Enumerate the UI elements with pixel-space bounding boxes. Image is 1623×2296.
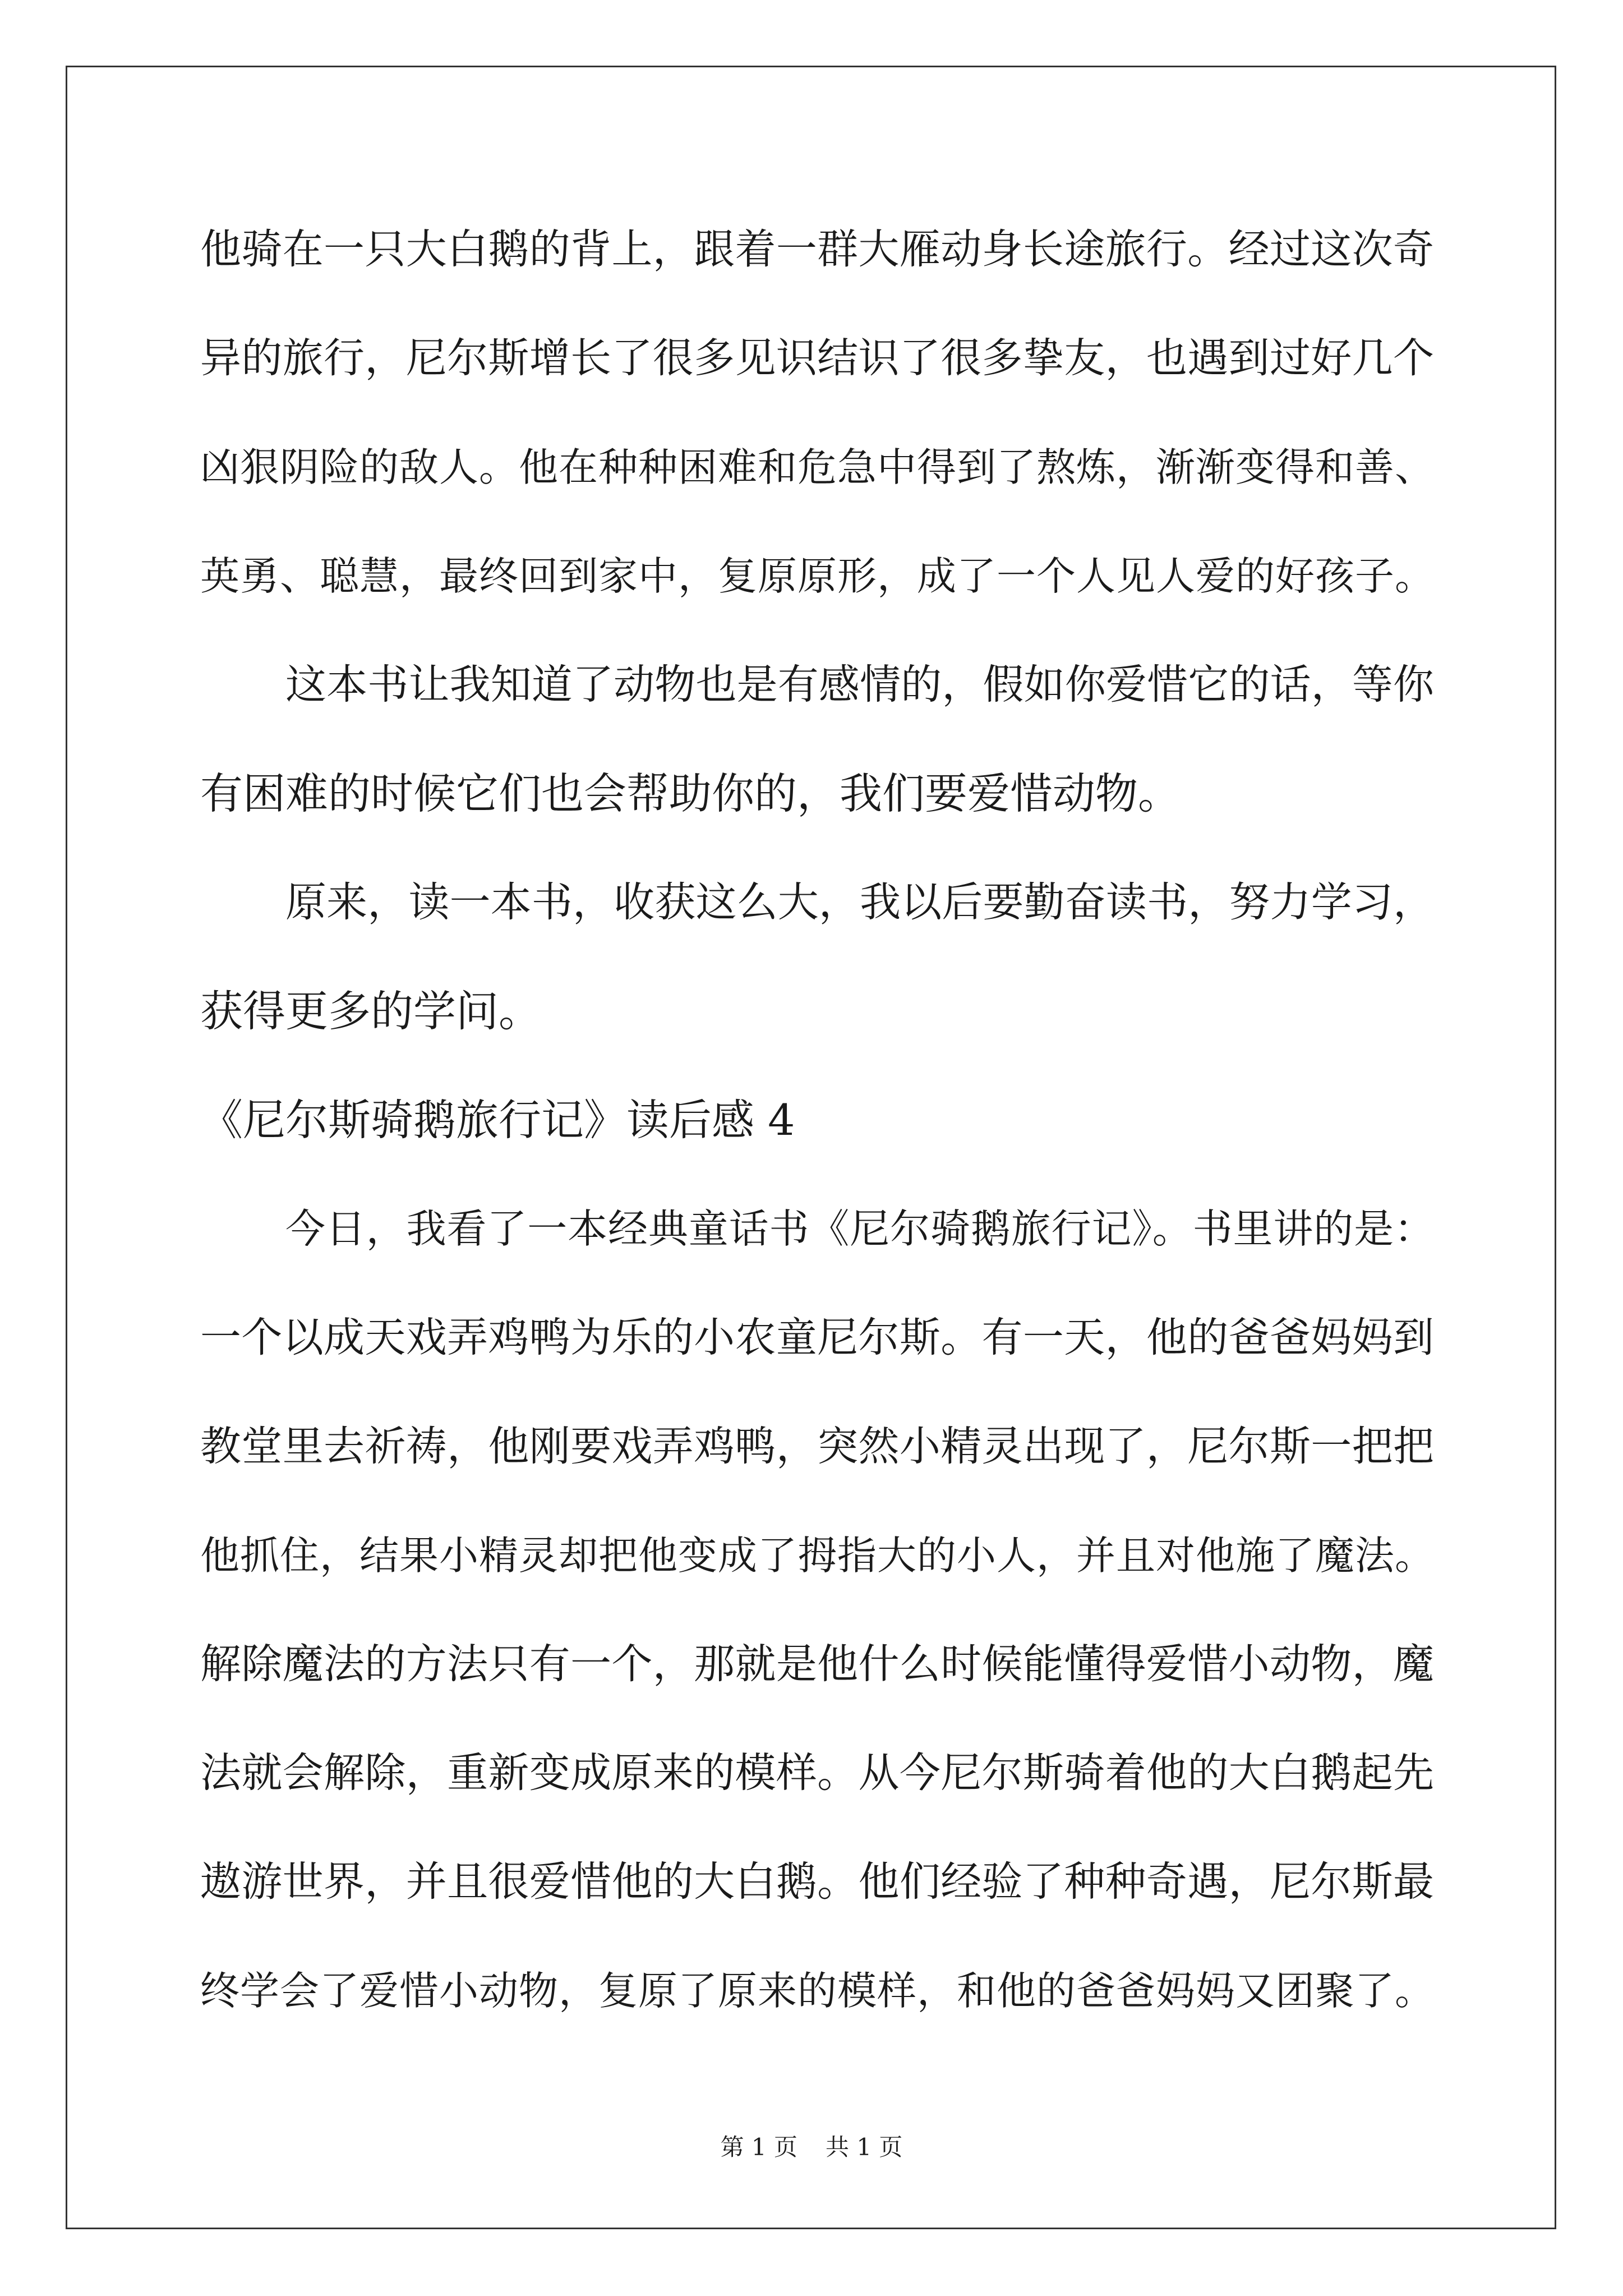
text-line: 他骑在一只大白鹅的背上，跟着一群大雁动身长途旅行。经过这次奇 [200, 226, 1434, 273]
text-line: 有困难的时候它们也会帮助你的，我们要爱惜动物。 [200, 769, 1181, 818]
text-line: 他抓住，结果小精灵却把他变成了拇指大的小人，并且对他施了魔法。 [200, 1533, 1434, 1579]
text-line: 这本书让我知道了动物也是有感情的，假如你爱惜它的话，等你 [285, 661, 1434, 708]
text-line: 一个以成天戏弄鸡鸭为乐的小农童尼尔斯。有一天，他的爸爸妈妈到 [200, 1314, 1434, 1361]
text-line: 获得更多的学问。 [200, 986, 541, 1036]
text-line: 解除魔法的方法只有一个，那就是他什么时候能懂得爱惜小动物，魔 [200, 1640, 1434, 1688]
section-heading: 《尼尔斯骑鹅旅行记》读后感 4 [200, 1095, 795, 1145]
page-number: 第 1 页 [720, 2133, 797, 2161]
text-line: 英勇、聪慧，最终回到家中，复原原形，成了一个人见人爱的好孩子。 [200, 553, 1434, 599]
text-line: 今日，我看了一本经典童话书《尼尔骑鹅旅行记》。书里讲的是： [285, 1205, 1434, 1252]
page-total: 共 1 页 [826, 2133, 903, 2161]
text-line: 终学会了爱惜小动物，复原了原来的模样，和他的爸爸妈妈又团聚了。 [200, 1968, 1434, 2014]
text-line: 凶狠阴险的敌人。他在种种困难和危急中得到了熬炼，渐渐变得和善、 [200, 444, 1434, 490]
text-line: 教堂里去祈祷，他刚要戏弄鸡鸭，突然小精灵出现了，尼尔斯一把把 [200, 1423, 1434, 1470]
text-line: 异的旅行，尼尔斯增长了很多见识结识了很多挚友，也遇到过好几个 [200, 334, 1434, 382]
text-line: 原来，读一本书，收获这么大，我以后要勤奋读书，努力学习， [285, 878, 1434, 926]
page-footer [0, 2129, 1623, 2162]
text-line: 法就会解除，重新变成原来的模样。从今尼尔斯骑着他的大白鹅起先 [200, 1749, 1434, 1797]
text-line: 遨游世界，并且很爱惜他的大白鹅。他们经验了种种奇遇，尼尔斯最 [200, 1858, 1434, 1906]
document-body [200, 195, 1434, 2045]
